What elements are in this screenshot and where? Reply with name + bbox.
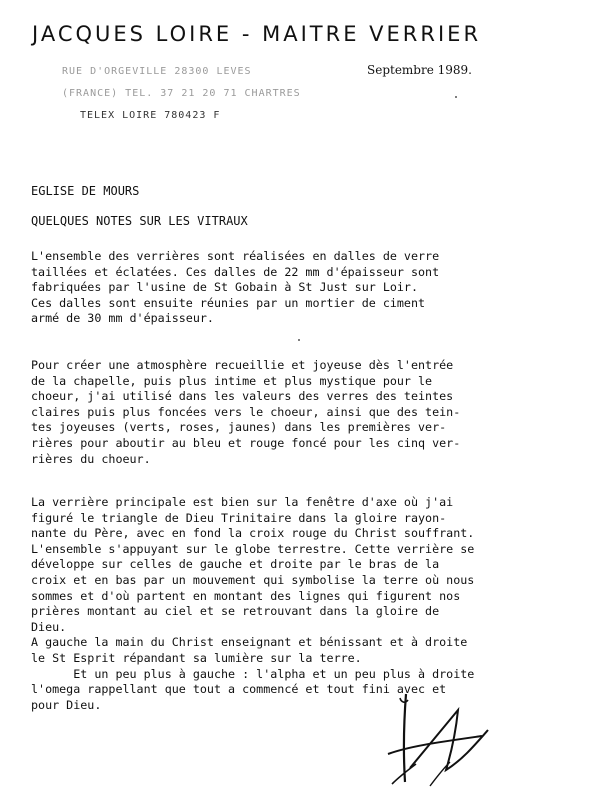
letterhead-telex: TELEX LOIRE 780423 F: [80, 110, 221, 121]
document-heading-church: EGLISE DE MOURS: [31, 184, 140, 198]
handwritten-signature: [370, 690, 510, 790]
paper-speck: [455, 96, 457, 98]
paper-speck: [298, 339, 300, 341]
paragraph-glass-slabs: L'ensemble des verrières sont réalisées en dalles de verre taillées et éclatées. Ces dalles de 22 mm d'épaisseur sont fabriquées par l'usine de St Gobain à St Just sur Loir. Ces dalles sont ensuite réunies par un mortier de ciment armé de 30 mm d'épaisseur.: [31, 249, 440, 326]
paragraph-main-window: La verrière principale est bien sur la fenêtre d'axe où j'ai figuré le triangle de Dieu Trinitaire dans la gloire rayon- nante du Père, avec en fond la croix rouge du Christ souffrant. L'ensemble s'appuyant sur le globe terrestre. Cette verrière se développe sur celles de gauche et droite par le bras de la croix et en bas par un mouvement qui symbolise la terre où nous sommes et d'où partent en montant des lignes qui figurent nos prières montant au ciel et se retrouvant dans la gloire de Dieu. A gauche la main du Christ enseignant et bénissant et à droite le St Esprit répandant sa lumière sur la terre. Et un peu plus à gauche : l'alpha et un peu plus à droite l'omega rappellant que tout a commencé et tout fini avec et pour Dieu.: [31, 495, 475, 712]
letterhead-address-line-1: RUE D'ORGEVILLE 28300 LEVES: [62, 66, 252, 77]
paragraph-atmosphere: Pour créer une atmosphère recueillie et joyeuse dès l'entrée de la chapelle, puis plus intime et plus mystique pour le choeur, j'ai utilisé dans les valeurs des verres des teintes claires puis plus foncées vers le choeur, ainsi que des tein- tes joyeuses (verts, roses, jaunes) dans les premières ver- rières pour aboutir au bleu et rouge foncé pour les cinq ver- rières du choeur.: [31, 358, 461, 466]
letterhead-title: JACQUES LOIRE - MAITRE VERRIER: [32, 22, 482, 46]
letterhead-address-line-2: (FRANCE) TEL. 37 21 20 71 CHARTRES: [62, 88, 301, 99]
document-heading-notes: QUELQUES NOTES SUR LES VITRAUX: [31, 214, 248, 228]
letter-date: Septembre 1989.: [367, 63, 472, 77]
